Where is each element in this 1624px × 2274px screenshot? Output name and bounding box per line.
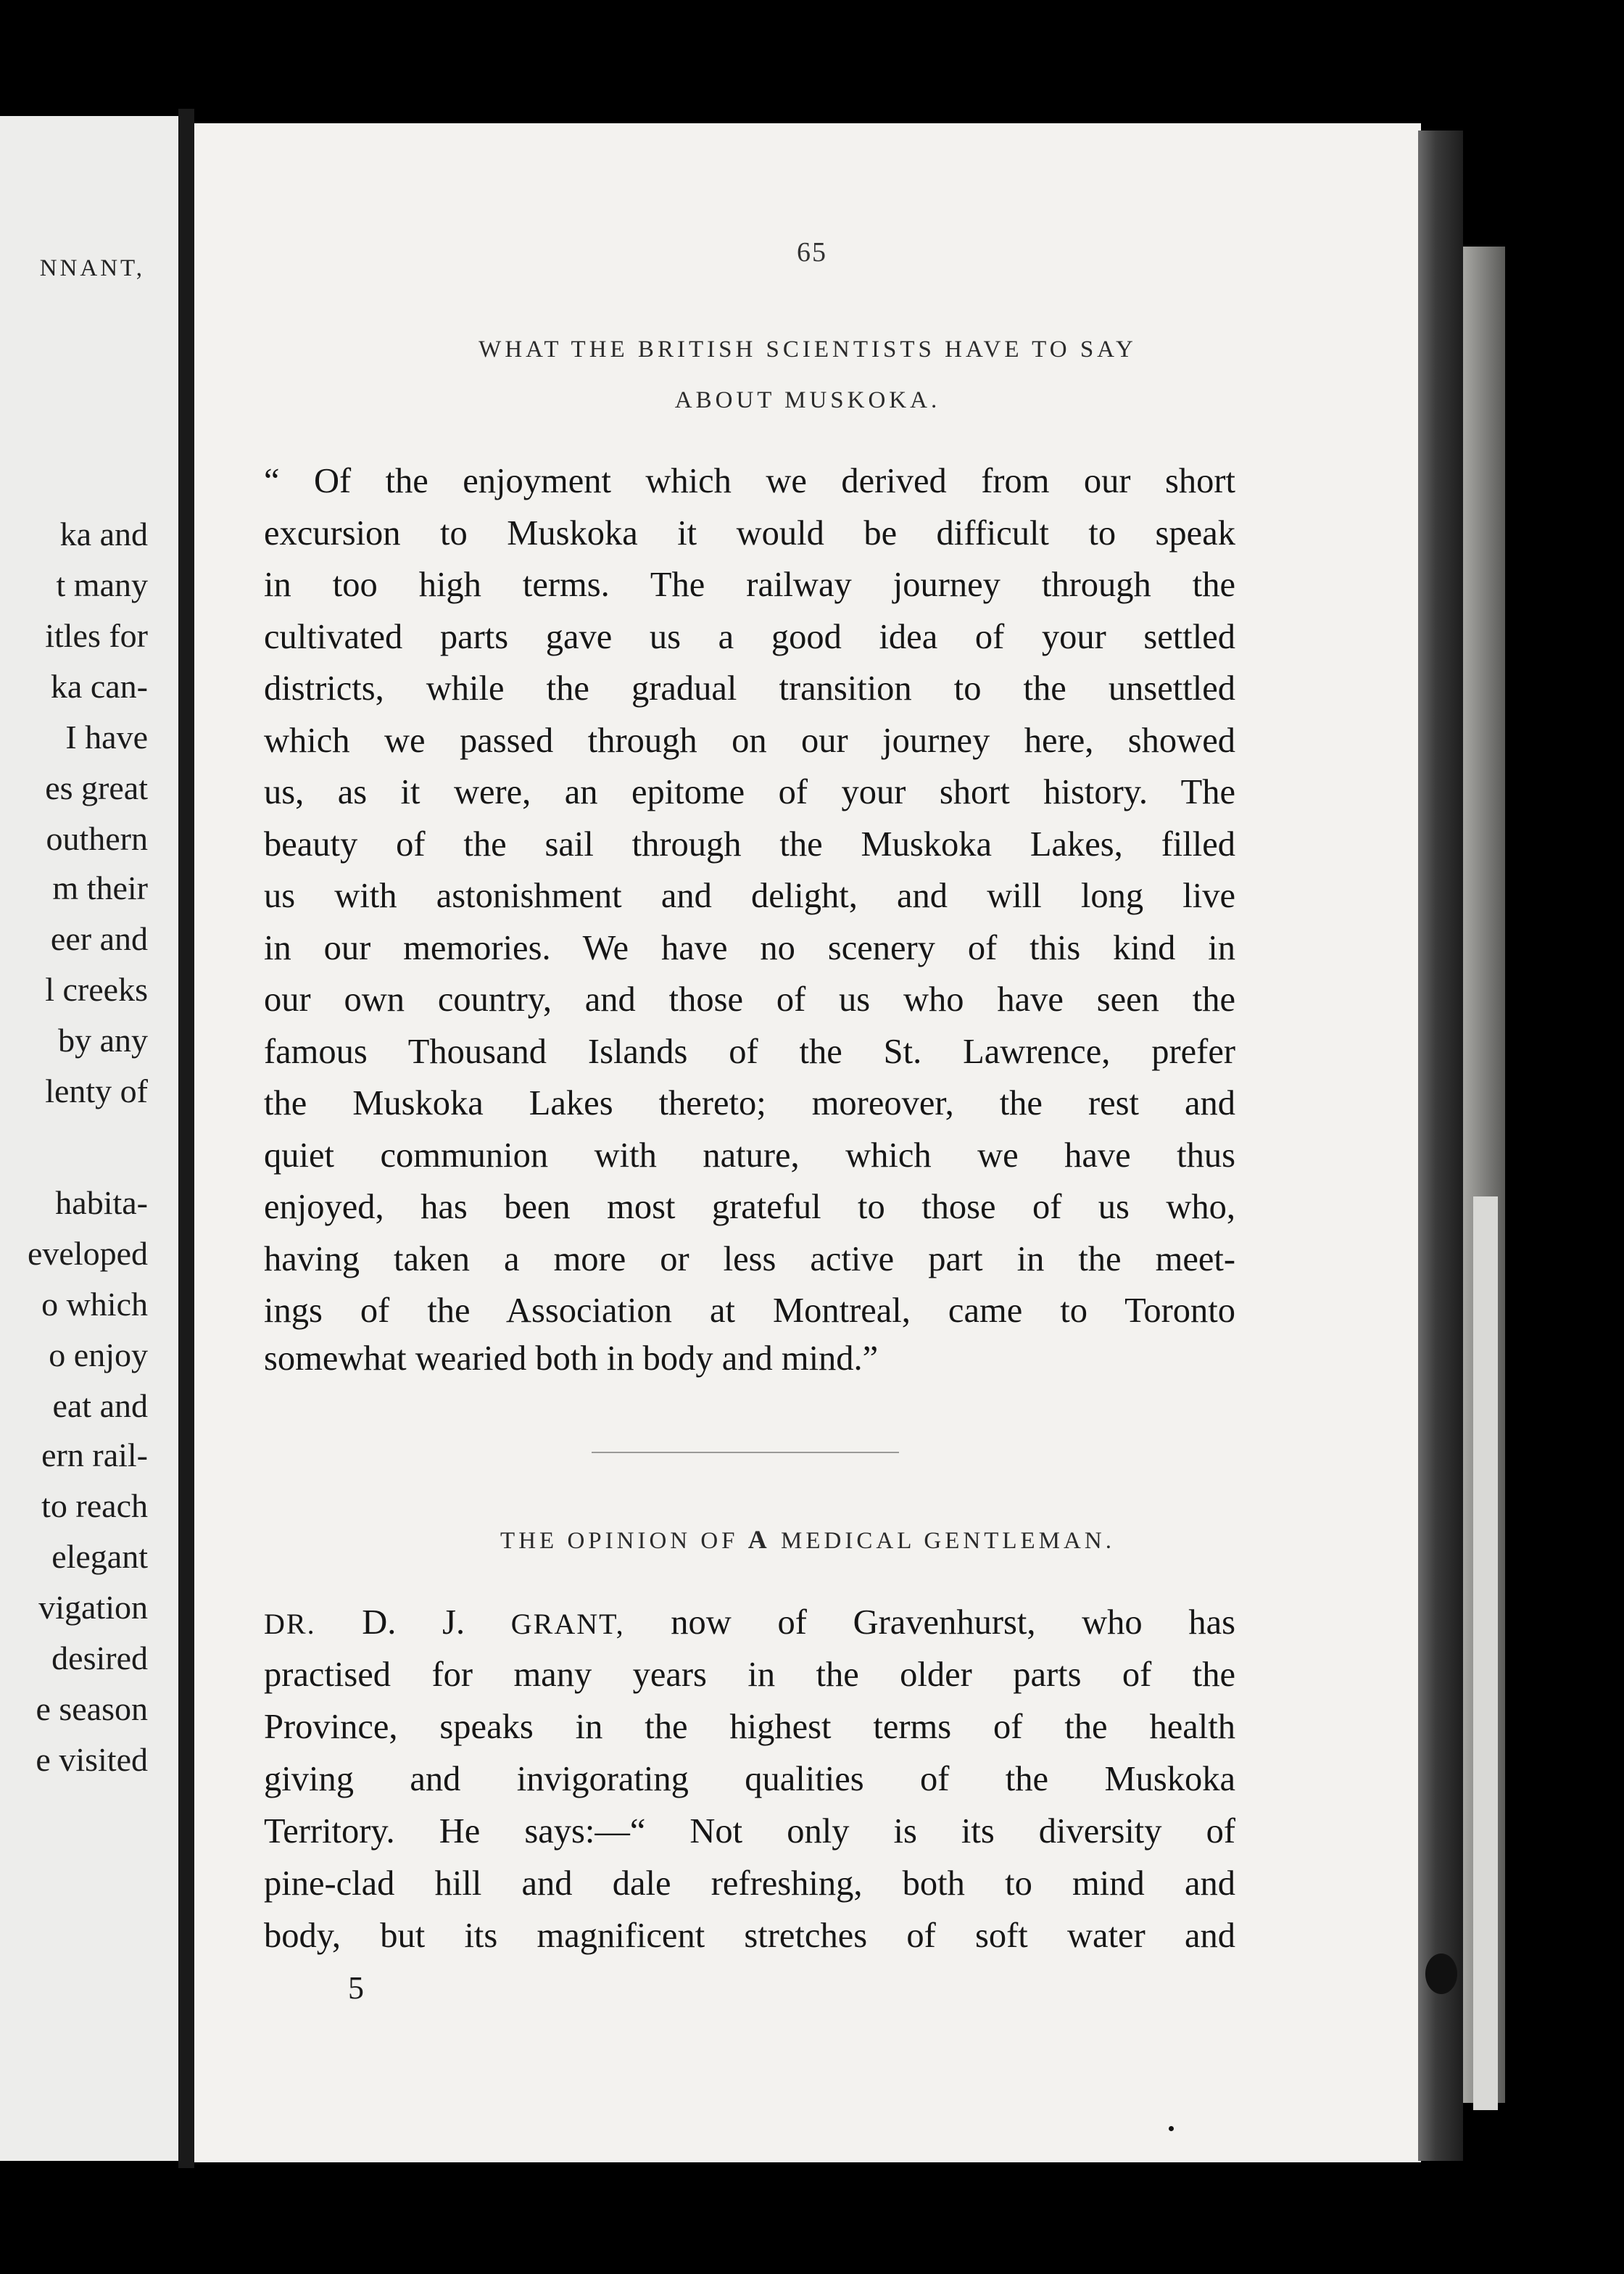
quotation-line: in our memories. We have no scenery of this kind in <box>264 928 1235 967</box>
left-page-line: elegant <box>51 1538 148 1575</box>
left-page-line: ka and <box>59 516 148 553</box>
quotation-line: our own country, and those of us who have seen the <box>264 980 1235 1019</box>
heading-part-1: THE OPINION OF <box>500 1528 739 1554</box>
left-page-line: m their <box>52 869 148 906</box>
left-page-line: e visited <box>36 1741 148 1778</box>
quotation-line: ings of the Association at Montreal, came to Toronto <box>264 1291 1235 1330</box>
medical-paragraph-line: giving and invigorating qualities of the Muskoka <box>264 1760 1235 1798</box>
book-gutter <box>178 109 194 2168</box>
left-page-fragment <box>0 116 178 2161</box>
left-page-running-header: NNANT, <box>39 255 145 281</box>
left-page-line: eer and <box>50 920 148 957</box>
section-heading-line-1: WHAT THE BRITISH SCIENTISTS HAVE TO SAY <box>478 336 1137 363</box>
quotation-line: districts, while the gradual transition to the unsettled <box>264 669 1235 708</box>
left-page-line: o which <box>41 1286 148 1323</box>
medical-paragraph-line: practised for many years in the older parts of the <box>264 1655 1235 1694</box>
medical-paragraph-line: pine-clad hill and dale refreshing, both to mind and <box>264 1864 1235 1903</box>
page-number: 65 <box>797 237 827 268</box>
left-page-line: vigation <box>38 1589 148 1626</box>
left-page-line: habita- <box>55 1184 148 1221</box>
left-page-line: eat and <box>52 1387 148 1424</box>
first-line-rest: now of Gravenhurst, who has <box>671 1603 1235 1642</box>
left-page-line: desired <box>51 1640 148 1676</box>
section-heading-medical <box>194 1524 1421 1555</box>
left-page-line: es great <box>45 769 148 806</box>
quotation-line: having taken a more or less active part in the meet- <box>264 1239 1235 1278</box>
initials: D. J. <box>362 1603 465 1642</box>
page-edge-leaf-torn <box>1473 1196 1498 2110</box>
quotation-line: the Muskoka Lakes thereto; moreover, the rest and <box>264 1084 1235 1122</box>
left-page-line: ka can- <box>50 668 148 705</box>
quotation-line: us, as it were, an epitome of your short history. The <box>264 773 1235 811</box>
quotation-line: quiet communion with nature, which we have thus <box>264 1136 1235 1175</box>
quotation-line: in too high terms. The railway journey through the <box>264 566 1235 604</box>
quotation-line: “ Of the enjoyment which we derived from our short <box>264 462 1235 500</box>
left-page-line: ern rail- <box>41 1436 148 1473</box>
quotation-last-line: somewhat wearied both in body and mind.” <box>264 1339 879 1378</box>
left-page-line: by any <box>58 1022 148 1059</box>
medical-paragraph-line: Territory. He says:—“ Not only is its diversity of <box>264 1812 1235 1851</box>
left-page-line: itles for <box>45 617 148 654</box>
quotation-line: beauty of the sail through the Muskoka Lakes, filled <box>264 824 1235 864</box>
medical-paragraph-first-line <box>264 1603 1235 1642</box>
left-page-line: e season <box>36 1690 148 1727</box>
section-heading-line-2: ABOUT MUSKOKA. <box>674 387 941 413</box>
left-page-line: to reach <box>41 1487 148 1524</box>
quotation-line: which we passed through on our journey here, showed <box>264 721 1235 760</box>
surname: GRANT, <box>510 1608 625 1640</box>
left-page-line: l creeks <box>45 971 148 1008</box>
scan-speck <box>1425 1953 1457 1994</box>
left-page-line: lenty of <box>45 1072 148 1109</box>
page-edge-shadow <box>1418 131 1463 2161</box>
section-divider-rule <box>592 1452 899 1453</box>
quotation-line: excursion to Muskoka it would be difficult to speak <box>264 513 1235 553</box>
left-page-line: I have <box>65 719 148 756</box>
quotation-line: us with astonishment and delight, and will long live <box>264 877 1235 915</box>
left-page-line: outhern <box>46 820 148 857</box>
medical-paragraph-line: body, but its magnificent stretches of soft water and <box>264 1917 1235 1955</box>
left-page-line: o enjoy <box>49 1336 148 1373</box>
heading-part-2: MEDICAL GENTLEMAN. <box>781 1528 1115 1554</box>
scan-speck <box>1169 2126 1174 2131</box>
quotation-line: enjoyed, has been most grateful to those of us who, <box>264 1188 1235 1226</box>
left-page-line: t many <box>56 566 148 603</box>
title-dr: DR. <box>264 1608 316 1640</box>
medical-paragraph-line: Province, speaks in the highest terms of the health <box>264 1708 1235 1746</box>
heading-part-a: A <box>747 1525 771 1554</box>
quotation-line: cultivated parts gave us a good idea of your settled <box>264 617 1235 656</box>
quotation-line: famous Thousand Islands of the St. Lawrence, prefer <box>264 1032 1235 1071</box>
left-page-line: eveloped <box>27 1235 148 1272</box>
signature-mark: 5 <box>348 1970 364 2006</box>
